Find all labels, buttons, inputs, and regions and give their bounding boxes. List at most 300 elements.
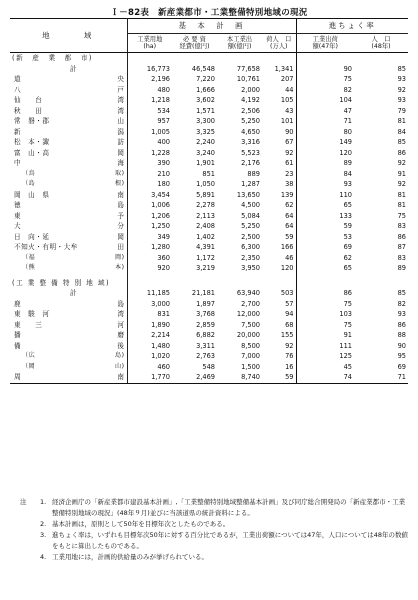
note-number: 4. bbox=[40, 553, 47, 561]
value-cell: 460 bbox=[127, 362, 172, 373]
col-population-header: 荷人 口 (万人) bbox=[266, 35, 292, 50]
value-cell: 82 bbox=[397, 299, 406, 308]
value-cell: 1,172 bbox=[196, 253, 215, 262]
value-cell: 851 bbox=[202, 169, 215, 178]
table-row bbox=[10, 309, 408, 320]
value-cell: 101 bbox=[280, 117, 294, 125]
value-cell: 86 bbox=[397, 320, 406, 329]
table-row bbox=[10, 253, 408, 264]
value-cell: 71 bbox=[354, 372, 408, 383]
region-name-cell bbox=[10, 116, 127, 127]
value-cell: 53 bbox=[296, 232, 354, 243]
region-name: 大 bbox=[14, 222, 22, 230]
value-cell: 46,548 bbox=[191, 64, 215, 73]
value-cell: 210 bbox=[127, 169, 172, 180]
table-row bbox=[10, 242, 408, 253]
value-cell: 90 bbox=[296, 64, 354, 75]
value-cell: 90 bbox=[285, 127, 294, 136]
value-cell: 3,454 bbox=[127, 190, 172, 201]
table-row bbox=[10, 200, 408, 211]
region-name-cell bbox=[10, 330, 127, 341]
note-item bbox=[20, 530, 410, 552]
rate-header: 進ちょく率 bbox=[296, 19, 408, 34]
region-name: 東 三 bbox=[14, 320, 43, 329]
value-cell: 85 bbox=[397, 138, 406, 146]
value-cell bbox=[354, 53, 408, 64]
region-name-suffix: 南 bbox=[117, 190, 125, 199]
value-cell: 2,500 bbox=[241, 232, 260, 241]
value-cell: 2,113 bbox=[196, 211, 215, 220]
region-name-cell bbox=[10, 179, 127, 190]
value-cell: 110 bbox=[296, 190, 354, 201]
value-cell: 93 bbox=[397, 96, 406, 104]
value-cell: 81 bbox=[397, 117, 406, 125]
value-cell: 92 bbox=[397, 180, 406, 188]
note-number: 3. bbox=[40, 531, 47, 539]
region-name-suffix: 海 bbox=[117, 159, 125, 167]
region-name: 松 本・諏 bbox=[14, 138, 50, 146]
value-cell: 155 bbox=[280, 331, 294, 339]
region-name: 常 磐・郡 bbox=[14, 117, 50, 125]
table-row bbox=[10, 74, 408, 85]
value-cell: 75 bbox=[296, 74, 354, 85]
value-cell: 86 bbox=[397, 148, 406, 157]
value-cell: 1,890 bbox=[127, 320, 172, 331]
value-cell: 2,278 bbox=[196, 201, 215, 209]
value-cell: 93 bbox=[397, 75, 406, 83]
region-name-cell bbox=[10, 253, 127, 264]
region-name-cell bbox=[10, 211, 127, 222]
value-cell: 149 bbox=[296, 137, 354, 148]
value-cell: 1,341 bbox=[274, 64, 294, 73]
region-name-suffix: 岡 bbox=[117, 148, 125, 157]
region-name: 備 bbox=[14, 341, 22, 350]
value-cell: 139 bbox=[280, 190, 294, 199]
value-cell: 84 bbox=[296, 169, 354, 180]
value-cell: 16,773 bbox=[127, 64, 172, 75]
region-name-suffix: 島 bbox=[117, 201, 125, 209]
value-cell: 20,000 bbox=[236, 331, 260, 339]
region-name-cell bbox=[10, 169, 127, 180]
value-cell bbox=[296, 53, 354, 64]
value-cell: 4,192 bbox=[241, 96, 260, 104]
region-name: 仙 台 bbox=[14, 96, 43, 104]
value-cell: 5,523 bbox=[241, 148, 260, 157]
value-cell: 8,500 bbox=[241, 341, 260, 350]
region-name: 新 bbox=[14, 127, 22, 136]
value-cell: 59 bbox=[296, 221, 354, 232]
value-cell: 5,084 bbox=[241, 211, 260, 220]
region-name: 秋 田 bbox=[14, 106, 43, 115]
value-cell bbox=[217, 278, 262, 289]
table-row bbox=[10, 85, 408, 96]
value-cell: 166 bbox=[280, 243, 294, 251]
value-cell: 104 bbox=[296, 95, 354, 106]
table-row bbox=[10, 95, 408, 106]
value-cell: 400 bbox=[127, 137, 172, 148]
value-cell bbox=[127, 53, 172, 64]
value-cell bbox=[262, 53, 296, 64]
value-cell: 480 bbox=[127, 85, 172, 96]
col-rate-population-header: 人 口 (48年) bbox=[371, 35, 391, 50]
table-row bbox=[10, 232, 408, 243]
value-cell: 12,000 bbox=[236, 310, 260, 318]
value-cell: 1,218 bbox=[127, 95, 172, 106]
region-name-suffix: 田 bbox=[117, 243, 125, 251]
value-cell: 83 bbox=[397, 253, 406, 262]
value-cell: 84 bbox=[397, 127, 406, 136]
value-cell: 75 bbox=[296, 320, 354, 331]
table-row bbox=[10, 372, 408, 383]
value-cell: 77,658 bbox=[236, 64, 260, 73]
region-name-cell bbox=[10, 148, 127, 159]
table-row bbox=[10, 211, 408, 222]
value-cell: 3,240 bbox=[196, 148, 215, 157]
value-cell: 83 bbox=[397, 222, 406, 230]
table-row bbox=[10, 330, 408, 341]
region-name-suffix: 湾 bbox=[117, 106, 125, 115]
region-name: （島 bbox=[22, 180, 36, 187]
value-cell: 63,940 bbox=[236, 289, 260, 297]
value-cell: 79 bbox=[397, 106, 406, 115]
value-cell: 10,761 bbox=[236, 75, 260, 83]
value-cell: 4,391 bbox=[196, 243, 215, 251]
value-cell: 45 bbox=[296, 362, 354, 373]
region-name-cell bbox=[10, 278, 127, 289]
note-text: 工業用地には，計画的供給量のみが挙げられている。 bbox=[52, 553, 208, 561]
table-row bbox=[10, 341, 408, 352]
table-row bbox=[10, 351, 408, 362]
table-row bbox=[10, 190, 408, 201]
value-cell: 13,650 bbox=[236, 190, 260, 199]
region-name-suffix: 潟 bbox=[117, 127, 125, 136]
plan-header: 基 本 計 画 bbox=[127, 19, 296, 34]
region-name-suffix: 根) bbox=[115, 180, 125, 187]
value-cell: 92 bbox=[397, 159, 406, 167]
value-cell: 2,506 bbox=[241, 106, 260, 115]
value-cell: 44 bbox=[285, 85, 294, 94]
value-cell: 1,050 bbox=[196, 180, 215, 188]
value-cell bbox=[172, 278, 217, 289]
value-cell: 889 bbox=[247, 169, 260, 178]
col-land-header: 工業用地 (ha) bbox=[127, 34, 172, 53]
region-name: 東 駿 河 bbox=[14, 310, 50, 318]
value-cell: 3,602 bbox=[196, 96, 215, 104]
value-cell: 2,408 bbox=[196, 222, 215, 230]
value-cell: 11,185 bbox=[127, 288, 172, 299]
region-name: 岡 山 県 bbox=[14, 190, 50, 199]
table-row bbox=[10, 169, 408, 180]
note-text: 進ちょく率は，いずれも目標年次50年に対する百分比であるが，工業出荷額については47年，人口については48年の数値をもとに算出したものである。 bbox=[52, 531, 409, 550]
region-name: 計 bbox=[70, 64, 78, 73]
region-name-cell bbox=[10, 190, 127, 201]
value-cell: 75 bbox=[397, 211, 406, 220]
region-name: 鹿 bbox=[14, 299, 22, 308]
value-cell bbox=[296, 278, 354, 289]
value-cell: 390 bbox=[127, 158, 172, 169]
value-cell: 2,859 bbox=[196, 320, 215, 329]
region-name-cell bbox=[10, 127, 127, 138]
region-name-cell bbox=[10, 85, 127, 96]
value-cell: 105 bbox=[280, 96, 294, 104]
value-cell: 64 bbox=[285, 211, 294, 220]
region-name-cell bbox=[10, 200, 127, 211]
note-item bbox=[20, 552, 410, 563]
value-cell: 1,571 bbox=[196, 106, 215, 115]
region-name-suffix: 島 bbox=[117, 299, 125, 308]
value-cell: 47 bbox=[296, 106, 354, 117]
value-cell: 1,897 bbox=[196, 299, 215, 308]
value-cell: 133 bbox=[296, 211, 354, 222]
region-name: 周 bbox=[14, 373, 22, 381]
value-cell: 3,950 bbox=[241, 264, 260, 272]
region-name-suffix: 本) bbox=[115, 264, 125, 271]
col-cost-header: 必 要 資 経費(億円) bbox=[179, 35, 210, 50]
region-name: 計 bbox=[70, 289, 78, 297]
region-name: （福 bbox=[22, 253, 36, 261]
value-cell: 7,220 bbox=[196, 75, 215, 83]
table-row bbox=[10, 299, 408, 310]
value-cell: 1,280 bbox=[127, 242, 172, 253]
region-name: 富 山・高 bbox=[14, 148, 50, 157]
region-name: 徳 bbox=[14, 201, 22, 209]
region-name-suffix: 南 bbox=[117, 373, 125, 381]
value-cell: 3,300 bbox=[196, 117, 215, 125]
note-text: 基本計画は，原則として50年を目標年次としたものである。 bbox=[52, 520, 230, 528]
region-name: (工 業 整 備 特 別 地 域) bbox=[12, 278, 111, 287]
value-cell: 85 bbox=[397, 289, 406, 297]
value-cell: 91 bbox=[296, 330, 354, 341]
value-cell: 1,666 bbox=[196, 85, 215, 94]
region-name-cell bbox=[10, 53, 127, 64]
region-name: 日 向・延 bbox=[14, 232, 50, 241]
value-cell: 503 bbox=[280, 289, 294, 297]
region-name-cell bbox=[10, 137, 127, 148]
value-cell: 360 bbox=[127, 253, 172, 264]
col-rate-shipment-header: 工業出荷 額(47年) bbox=[296, 34, 354, 53]
value-cell: 1,402 bbox=[196, 232, 215, 241]
region-name-cell bbox=[10, 221, 127, 232]
note-head bbox=[20, 519, 40, 530]
value-cell: 534 bbox=[127, 106, 172, 117]
table-row bbox=[10, 148, 408, 159]
value-cell: 2,000 bbox=[241, 85, 260, 94]
value-cell: 5,250 bbox=[241, 117, 260, 125]
value-cell: 548 bbox=[202, 362, 215, 371]
region-name-cell bbox=[10, 106, 127, 117]
table-title: Ｉ－82表 新産業都市・工業整備特別地域の現況 bbox=[110, 8, 308, 18]
value-cell: 91 bbox=[397, 169, 406, 178]
region-name-suffix: 分 bbox=[117, 222, 125, 230]
note-head bbox=[20, 530, 40, 552]
table-row bbox=[10, 362, 408, 373]
value-cell: 93 bbox=[296, 179, 354, 190]
group-header-row bbox=[10, 278, 408, 289]
region-name-suffix: 岡 bbox=[117, 232, 125, 241]
region-name-cell bbox=[10, 232, 127, 243]
region-name-suffix: 磨 bbox=[117, 331, 125, 339]
value-cell: 120 bbox=[296, 148, 354, 159]
value-cell: 6,882 bbox=[196, 331, 215, 339]
value-cell: 43 bbox=[285, 106, 294, 115]
col-shipment-header: 本工業出 額(億円) bbox=[226, 35, 253, 50]
table-row bbox=[10, 263, 408, 274]
region-name: 八 bbox=[14, 85, 22, 94]
value-cell: 1,006 bbox=[127, 200, 172, 211]
value-cell: 92 bbox=[285, 148, 294, 157]
value-cell: 81 bbox=[397, 190, 406, 199]
table-row bbox=[10, 158, 408, 169]
value-cell: 1,228 bbox=[127, 148, 172, 159]
value-cell: 59 bbox=[262, 372, 296, 383]
value-cell: 61 bbox=[285, 159, 294, 167]
note-text: 経済企画庁の「新産業都市建設基本計画」,「工業整備特別地域整備基本計画」及び同庁総合開発局の「新産業都市・工業整備特別地域の現況」(48年９月)並びに当該道県の統計資料による。 bbox=[52, 498, 406, 517]
region-name: （熊 bbox=[22, 264, 36, 271]
region-name-cell bbox=[10, 341, 127, 352]
note-item bbox=[20, 497, 410, 519]
value-cell: 7,000 bbox=[241, 352, 260, 360]
value-cell: 2,196 bbox=[127, 74, 172, 85]
table-row bbox=[10, 116, 408, 127]
value-cell: 86 bbox=[296, 288, 354, 299]
region-header: 地 域 bbox=[10, 19, 127, 53]
value-cell: 68 bbox=[285, 320, 294, 329]
region-name-suffix: 後 bbox=[117, 341, 125, 350]
region-name-suffix: 予 bbox=[117, 211, 125, 220]
development-table bbox=[10, 18, 408, 384]
value-cell: 349 bbox=[127, 232, 172, 243]
value-cell: 38 bbox=[285, 180, 294, 188]
region-name: 東 bbox=[14, 211, 22, 220]
value-cell: 5,891 bbox=[196, 190, 215, 199]
table-row bbox=[10, 106, 408, 117]
value-cell: 920 bbox=[127, 263, 172, 274]
value-cell: 180 bbox=[127, 179, 172, 190]
value-cell: 1,250 bbox=[127, 221, 172, 232]
value-cell: 94 bbox=[285, 310, 294, 318]
region-name: （広 bbox=[22, 352, 36, 359]
value-cell: 16 bbox=[285, 362, 294, 371]
region-name-cell bbox=[10, 64, 127, 75]
value-cell bbox=[217, 53, 262, 64]
value-cell: 21,181 bbox=[191, 289, 215, 297]
region-name: 中 bbox=[14, 159, 22, 167]
table-row bbox=[10, 320, 408, 331]
value-cell: 1,500 bbox=[241, 362, 260, 371]
note-head: 注 bbox=[20, 498, 27, 506]
region-name-cell bbox=[10, 299, 127, 310]
region-name: （鳥 bbox=[22, 169, 36, 177]
region-name-suffix: 山) bbox=[115, 362, 125, 370]
value-cell: 7,500 bbox=[241, 320, 260, 329]
value-cell: 88 bbox=[397, 331, 406, 339]
note-head bbox=[20, 552, 40, 563]
value-cell: 95 bbox=[397, 352, 406, 360]
value-cell: 2,763 bbox=[196, 352, 215, 360]
region-name-cell bbox=[10, 351, 127, 362]
group-header-row bbox=[10, 53, 408, 64]
region-name-cell bbox=[10, 242, 127, 253]
value-cell: 62 bbox=[296, 253, 354, 264]
value-cell: 69 bbox=[296, 242, 354, 253]
region-name-suffix: 河 bbox=[117, 320, 125, 329]
value-cell: 207 bbox=[280, 75, 294, 83]
region-name: （岡 bbox=[22, 362, 36, 370]
table-row bbox=[10, 64, 408, 75]
value-cell: 3,000 bbox=[127, 299, 172, 310]
value-cell: 1,020 bbox=[127, 351, 172, 362]
value-cell: 81 bbox=[397, 201, 406, 209]
value-cell: 4,650 bbox=[241, 127, 260, 136]
value-cell: 67 bbox=[285, 138, 294, 146]
region-name-cell bbox=[10, 372, 127, 383]
value-cell: 2,350 bbox=[241, 253, 260, 262]
region-name-cell bbox=[10, 288, 127, 299]
value-cell: 120 bbox=[280, 264, 294, 272]
value-cell: 3,768 bbox=[196, 310, 215, 318]
value-cell: 71 bbox=[296, 116, 354, 127]
value-cell: 82 bbox=[296, 85, 354, 96]
value-cell: 3,316 bbox=[241, 138, 260, 146]
value-cell: 92 bbox=[397, 85, 406, 94]
value-cell: 86 bbox=[397, 232, 406, 241]
value-cell: 3,325 bbox=[196, 127, 215, 136]
value-cell: 957 bbox=[127, 116, 172, 127]
value-cell: 2,176 bbox=[241, 159, 260, 167]
value-cell: 103 bbox=[296, 309, 354, 320]
region-name: 不知火・有明・大牟 bbox=[14, 243, 78, 251]
region-name: 道 bbox=[14, 75, 22, 83]
value-cell: 65 bbox=[296, 263, 354, 274]
region-name-suffix: 湾 bbox=[117, 310, 125, 318]
value-cell: 87 bbox=[397, 243, 406, 251]
region-name-cell bbox=[10, 320, 127, 331]
value-cell: 2,700 bbox=[241, 299, 260, 308]
region-name-suffix: 岡) bbox=[115, 253, 125, 261]
region-name-suffix: 山 bbox=[117, 117, 125, 125]
region-name-cell bbox=[10, 362, 127, 373]
value-cell bbox=[127, 278, 172, 289]
value-cell: 92 bbox=[285, 341, 294, 350]
note-item bbox=[20, 519, 410, 530]
region-name-cell bbox=[10, 74, 127, 85]
region-name: (新 産 業 都 市) bbox=[12, 54, 93, 62]
value-cell: 89 bbox=[397, 264, 406, 272]
value-cell bbox=[354, 278, 408, 289]
table-row bbox=[10, 288, 408, 299]
value-cell: 74 bbox=[296, 372, 354, 383]
value-cell: 111 bbox=[296, 341, 354, 352]
region-name-suffix: 訪 bbox=[117, 138, 125, 146]
value-cell: 2,214 bbox=[127, 330, 172, 341]
region-name-suffix: 島) bbox=[115, 352, 125, 359]
value-cell: 57 bbox=[285, 299, 294, 308]
value-cell: 1,480 bbox=[127, 341, 172, 352]
region-name-cell bbox=[10, 158, 127, 169]
value-cell bbox=[172, 53, 217, 64]
value-cell: 3,311 bbox=[196, 341, 215, 350]
value-cell: 93 bbox=[397, 310, 406, 318]
value-cell: 1,206 bbox=[127, 211, 172, 222]
value-cell: 89 bbox=[296, 158, 354, 169]
region-name-suffix: 戸 bbox=[117, 85, 125, 94]
value-cell: 6,300 bbox=[241, 243, 260, 251]
value-cell: 3,219 bbox=[196, 264, 215, 272]
region-name-suffix: 湾 bbox=[117, 96, 125, 104]
table-row bbox=[10, 137, 408, 148]
value-cell: 23 bbox=[285, 169, 294, 178]
region-name-cell bbox=[10, 263, 127, 274]
